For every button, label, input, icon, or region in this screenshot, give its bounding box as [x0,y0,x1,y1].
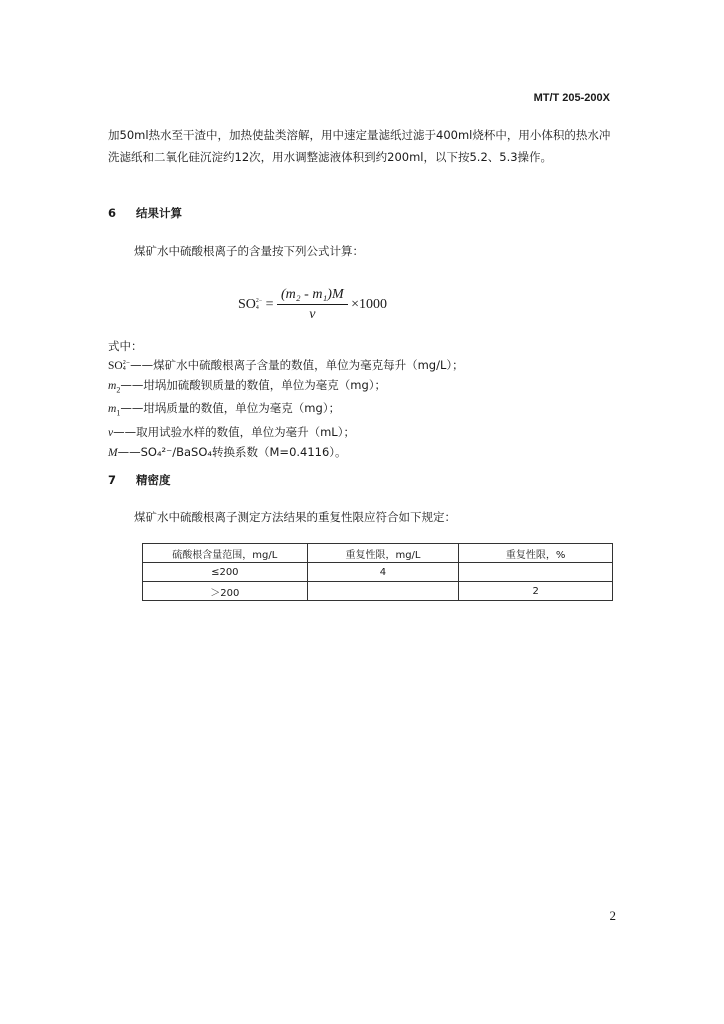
formula-equals: = [265,297,274,313]
table-cell: 4 [307,563,459,582]
table-cell: ＞200 [143,582,308,601]
var-m1: $m_1——$坩埚质量的数值，单位为毫克（mg）； [108,401,341,418]
section-7-lead: 煤矿水中硫酸根离子测定方法结果的重复性限应符合如下规定： [134,510,456,524]
section-7-heading [108,472,171,488]
where-label: 式中： [108,339,143,353]
formula-numerator: (m₂ - m₁)M [277,287,348,305]
section-6-lead: 煤矿水中硫酸根离子的含量按下列公式计算： [134,244,364,258]
section-title: 精密度 [136,473,171,487]
sulfate-formula [238,287,387,323]
var-so4: SO 2− 4 ——煤矿水中硫酸根离子含量的数值，单位为毫克每升（mg/L）； [108,358,464,372]
formula-lhs: SO 2− 4 [238,297,263,313]
standard-code-header: MT/T 205-200X [533,92,610,104]
table-row [143,563,613,582]
formula-denominator: v [309,307,316,322]
var-M: M——SO₄²⁻/BaSO₄转换系数（M=0.4116）。 [108,444,347,459]
intro-paragraph: 加50ml热水至干渣中，加热使盐类溶解，用中速定量滤纸过滤于400ml烧杯中，用小体积的热水冲洗滤纸和二氧化硅沉淀约12次，用水调整滤液体积到约200ml，以下按5.2、5.3操作。 [108,128,611,164]
section-number: 6 [108,206,117,220]
table-cell: ≤200 [143,563,308,582]
table-header-row [143,544,613,563]
repeatability-table [142,543,613,601]
table-cell [459,563,613,582]
table-cell [307,582,459,601]
table-header-cell: 重复性限，mg/L [307,544,459,563]
formula-multiplier: ×1000 [351,297,388,313]
section-number: 7 [108,473,117,487]
section-6-heading [108,205,182,221]
table-cell: 2 [459,582,613,601]
formula-fraction [277,287,348,323]
variable-definitions [108,337,464,463]
table-header-cell: 重复性限，% [459,544,613,563]
var-v: v——取用试验水样的数值，单位为毫升（mL）； [108,424,355,439]
section-title: 结果计算 [136,206,182,220]
var-m2: $m_2——$坩埚加硫酸钡质量的数值，单位为毫克（mg）； [108,378,387,395]
page-number: 2 [609,908,616,923]
table-header-cell: 硫酸根含量范围，mg/L [143,544,308,563]
table-row [143,582,613,601]
